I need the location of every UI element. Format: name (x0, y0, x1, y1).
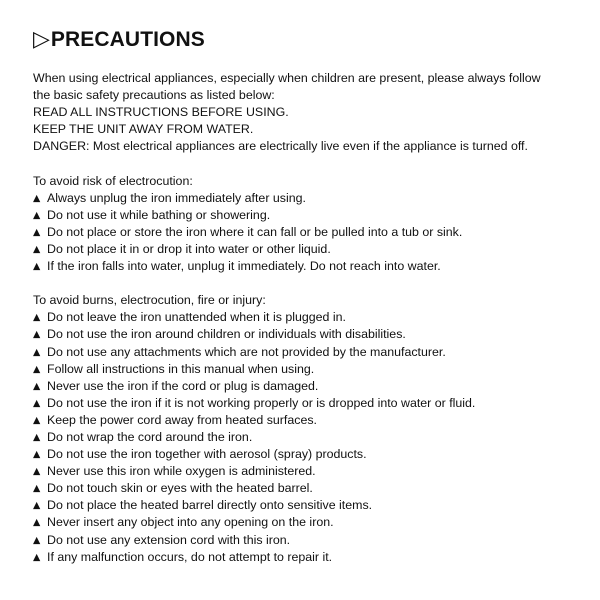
list-item-text: If any malfunction occurs, do not attempt to repair it. (47, 549, 333, 564)
intro-line: When using electrical appliances, especially when children are present, please always follow (33, 71, 541, 85)
list-item-text: Do not use it while bathing or showering. (47, 207, 271, 222)
bullet-triangle-icon: ▲ (33, 380, 41, 392)
bullet-triangle-icon: ▲ (33, 329, 41, 341)
intro-line: the basic safety precautions as listed below: (33, 88, 275, 103)
list-item (33, 241, 593, 258)
list-item (33, 361, 593, 378)
bullet-triangle-icon: ▲ (33, 414, 41, 426)
bullet-triangle-icon: ▲ (33, 431, 41, 443)
bullet-triangle-icon: ▲ (33, 551, 41, 563)
list-item-text: Do not place it in or drop it into water or other liquid. (47, 241, 331, 256)
bullet-triangle-icon: ▲ (33, 243, 41, 255)
list-item-text: Do not place the heated barrel directly onto sensitive items. (47, 498, 373, 513)
list-item-text: If the iron falls into water, unplug it immediately. Do not reach into water. (47, 259, 441, 274)
intro-line: KEEP THE UNIT AWAY FROM WATER. (33, 122, 254, 137)
bullet-triangle-icon: ▲ (33, 449, 41, 461)
list-item (33, 326, 593, 343)
list-item-text: Do not use the iron if it is not working properly or is dropped into water or fluid. (47, 395, 476, 410)
list-item (33, 514, 593, 531)
list-item-text: Do not use any extension cord with this iron. (47, 532, 291, 547)
list-item-text: Do not place or store the iron where it can fall or be pulled into a tub or sink. (47, 224, 463, 239)
page-title-text: PRECAUTIONS (50, 28, 205, 51)
bullet-triangle-icon: ▲ (33, 483, 41, 495)
list-item-text: Do not leave the iron unattended when it is plugged in. (47, 310, 346, 325)
list-item-text: Follow all instructions in this manual when using. (47, 361, 315, 376)
list-item-text: Never use the iron if the cord or plug is damaged. (47, 378, 319, 393)
list-item (33, 395, 593, 412)
list-item (33, 480, 593, 497)
paragraph-spacer (33, 275, 593, 292)
list-item (33, 224, 593, 241)
bullet-triangle-icon: ▲ (33, 466, 41, 478)
bullet-triangle-icon: ▲ (33, 534, 41, 546)
triangle-marker-icon: ▷ (33, 27, 50, 52)
list-item (33, 378, 593, 395)
list-item (33, 532, 593, 549)
list-item (33, 429, 593, 446)
list-item (33, 446, 593, 463)
list-item-text: Never use this iron while oxygen is administered. (47, 464, 316, 479)
list-item (33, 497, 593, 514)
list-item (33, 549, 593, 566)
bullet-triangle-icon: ▲ (33, 226, 41, 238)
list-item-text: Do not use the iron around children or individuals with disabilities. (47, 327, 406, 342)
bullet-triangle-icon: ▲ (33, 192, 41, 204)
list-item-text: Do not touch skin or eyes with the heated barrel. (47, 481, 313, 496)
intro-line: READ ALL INSTRUCTIONS BEFORE USING. (33, 105, 289, 120)
list-item (33, 190, 593, 207)
bullet-triangle-icon: ▲ (33, 209, 41, 221)
bullet-triangle-icon: ▲ (33, 312, 41, 324)
list-item-text: Do not wrap the cord around the iron. (47, 429, 253, 444)
section-heading: To avoid risk of electrocution: (33, 173, 193, 188)
bullet-triangle-icon: ▲ (33, 363, 41, 375)
intro-line: DANGER: Most electrical appliances are electrically live even if the appliance is turned off. (33, 139, 528, 154)
list-item-text: Do not use any attachments which are not provided by the manufacturer. (47, 344, 446, 359)
list-item-text: Always unplug the iron immediately after using. (47, 190, 306, 205)
section-heading: To avoid burns, electrocution, fire or injury: (33, 293, 266, 308)
list-item (33, 463, 593, 480)
bullet-triangle-icon: ▲ (33, 517, 41, 529)
bullet-triangle-icon: ▲ (33, 500, 41, 512)
list-item-text: Do not use the iron together with aerosol (spray) products. (47, 447, 367, 462)
list-item (33, 207, 593, 224)
list-item (33, 344, 593, 361)
list-item-text: Keep the power cord away from heated surfaces. (47, 412, 317, 427)
list-item (33, 258, 593, 275)
list-item-text: Never insert any object into any opening on the iron. (47, 515, 334, 530)
bullet-triangle-icon: ▲ (33, 261, 41, 273)
bullet-triangle-icon: ▲ (33, 346, 41, 358)
document-body (33, 70, 593, 566)
bullet-triangle-icon: ▲ (33, 397, 41, 409)
page-title (33, 27, 205, 53)
list-item (33, 309, 593, 326)
list-item (33, 412, 593, 429)
paragraph-spacer (33, 155, 593, 172)
